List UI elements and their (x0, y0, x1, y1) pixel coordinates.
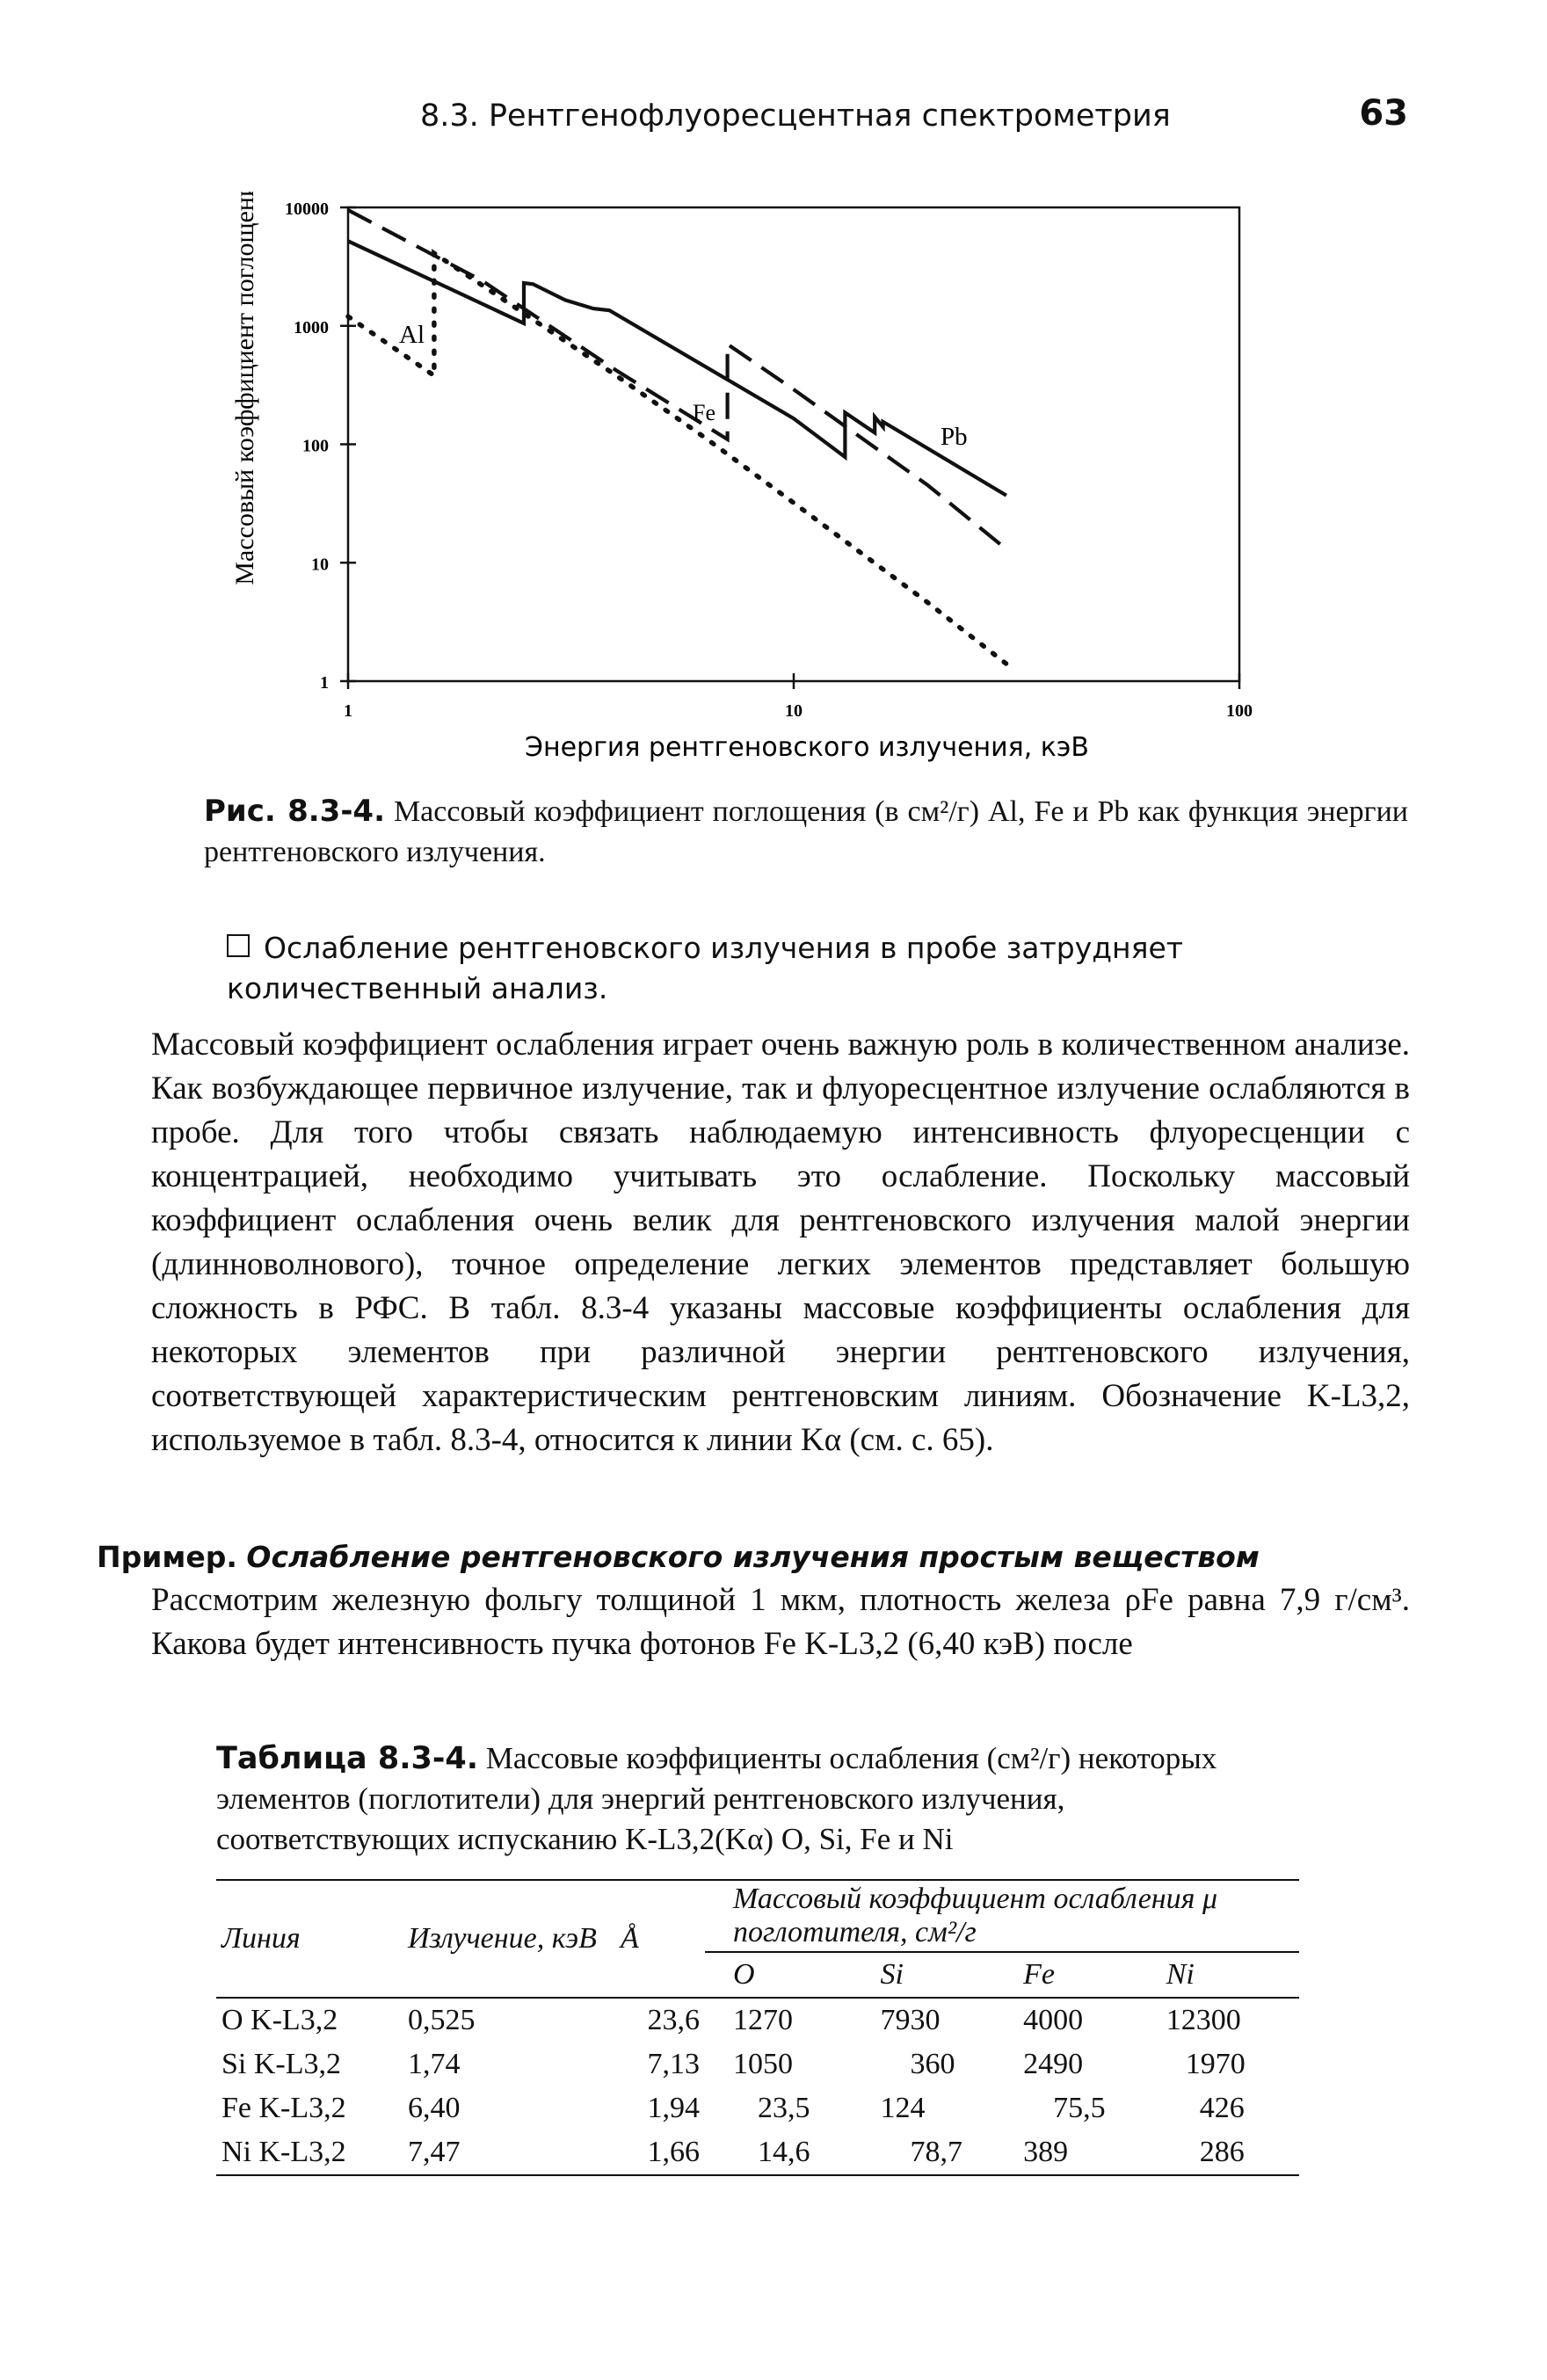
col-header-si: Si (880, 1958, 904, 1991)
x-axis-label: Энергия рентгеновского излучения, кэВ (525, 732, 1089, 763)
cell-ni: 1970 (1185, 2048, 1246, 2080)
col-header-emission: Излучение, кэВ (408, 1922, 597, 1955)
cell-fe: 389 (1023, 2136, 1069, 2168)
cell-angstrom: 7,13 (647, 2048, 700, 2080)
figure-caption-text: Массовый коэффициент поглощения (в см²/г) Al, Fe и Pb как функция энергии рентгеновского излучения. (204, 795, 1408, 868)
col-header-group: Массовый коэффициент ослабления μ поглотителя, см²/г (705, 1880, 1299, 1952)
cell-kev: 1,74 (408, 2048, 461, 2080)
cell-si: 360 (910, 2048, 955, 2080)
x-tick-label: 100 (1226, 701, 1253, 721)
cell-kev: 0,525 (408, 2004, 476, 2036)
example-title: Ослабление рентгеновского излучения простым веществом (246, 1540, 1260, 1574)
cell-angstrom: 23,6 (647, 2004, 700, 2036)
y-tick-label: 1000 (294, 317, 329, 337)
cell-fe: 4000 (1023, 2004, 1084, 2036)
cell-line: Ni K-L3,2 (222, 2136, 346, 2168)
figure-caption (204, 791, 1408, 873)
cell-o: 1050 (733, 2048, 793, 2080)
cell-fe: 2490 (1023, 2048, 1084, 2080)
cell-kev: 6,40 (408, 2092, 461, 2124)
body-paragraph: Массовый коэффициент ослабления играет очень важную роль в количественном анализе. Как возбуждающее первичное излучение, так и флуоресцентное излучение ослабляются в пробе. Для того чтобы связать наблюдаемую интенсивность флуоресценции с концентрацией, необходимо учитывать это ослабление. Поскольку массовый коэффициент ослабления очень велик для рентгеновского излучения малой энергии (длинноволнового), точное определение легких элементов представляет большую сложность в РФС. В табл. 8.3-4 указаны массовые коэффициенты ослабления для некоторых элементов при различной энергии рентгеновского излучения, соответствующей характеристическим рентгеновским линиям. Обозначение K-L3,2, используемое в табл. 8.3-4, относится к линии Kα (см. с. 65). (151, 1027, 1410, 1458)
table-caption-text: Массовые коэффициенты ослабления (см²/г) некоторых элементов (поглотители) для энергий рентгеновского излучения, соответствующих испусканию K-L3,2(Kα) O, Si, Fe и Ni (216, 1741, 1217, 1856)
col-header-line: Линия (222, 1922, 301, 1955)
col-header-o: O (733, 1958, 755, 1991)
cell-o: 14,6 (758, 2136, 810, 2168)
cell-ni: 12300 (1166, 2004, 1241, 2036)
cell-ni: 286 (1199, 2136, 1245, 2168)
page-number: 63 (1359, 93, 1408, 134)
table-row (216, 2043, 1299, 2086)
cell-o: 23,5 (758, 2092, 810, 2124)
cell-line: O K-L3,2 (222, 2004, 338, 2036)
series-label-fe: Fe (693, 400, 715, 425)
y-tick-label: 100 (302, 436, 329, 456)
cell-o: 1270 (733, 2004, 793, 2036)
cell-si: 124 (880, 2092, 926, 2124)
table-wrap (216, 1879, 1299, 2176)
x-tick-label: 1 (344, 701, 352, 721)
series-line-al (348, 253, 1006, 664)
plot-frame (348, 207, 1239, 681)
absorption-chart (216, 192, 1306, 780)
figure-caption-label: Рис. 8.3-4. (204, 794, 386, 829)
example-label: Пример. (97, 1540, 237, 1574)
callout (227, 928, 1410, 1009)
cell-line: Fe K-L3,2 (222, 2092, 346, 2124)
col-header-fe: Fe (1023, 1958, 1055, 1991)
series-label-pb: Pb (941, 423, 968, 451)
checkbox-square-icon (227, 934, 250, 957)
table-row (216, 2086, 1299, 2130)
callout-text: Ослабление рентгеновского излучения в пробе затрудняет количественный анализ. (227, 931, 1183, 1005)
table-caption (216, 1738, 1299, 1860)
series-line-pb (348, 241, 1006, 495)
col-header-angstrom: Å (621, 1922, 639, 1955)
cell-angstrom: 1,94 (647, 2092, 700, 2124)
y-axis-label: Массовый коэффициент поглощения (230, 192, 259, 585)
example-heading (97, 1540, 1260, 1574)
table-caption-label: Таблица 8.3-4. (216, 1741, 479, 1776)
cell-fe: 75,5 (1053, 2092, 1106, 2124)
col-header-ni: Ni (1166, 1958, 1195, 1991)
y-tick-label: 10000 (285, 200, 329, 219)
running-head: 8.3. Рентгенофлуоресцентная спектрометрия (420, 98, 1171, 134)
series-label-al: Al (399, 321, 425, 349)
table-row (216, 1998, 1299, 2043)
figure (216, 192, 1306, 780)
cell-line: Si K-L3,2 (222, 2048, 341, 2080)
cell-ni: 426 (1199, 2092, 1245, 2124)
cell-kev: 7,47 (408, 2136, 461, 2168)
y-tick-label: 10 (311, 555, 329, 575)
example-text: Рассмотрим железную фольгу толщиной 1 мкм, плотность железа ρFe равна 7,9 г/см³. Какова будет интенсивность пучка фотонов Fe K-L3,2 (6,40 кэВ) после (151, 1582, 1410, 1662)
x-tick-label: 10 (785, 701, 803, 721)
cell-angstrom: 1,66 (647, 2136, 700, 2168)
attenuation-table (216, 1879, 1299, 2176)
table-row (216, 2130, 1299, 2175)
cell-si: 7930 (880, 2004, 941, 2036)
y-tick-label: 1 (320, 673, 329, 693)
cell-si: 78,7 (910, 2136, 962, 2168)
